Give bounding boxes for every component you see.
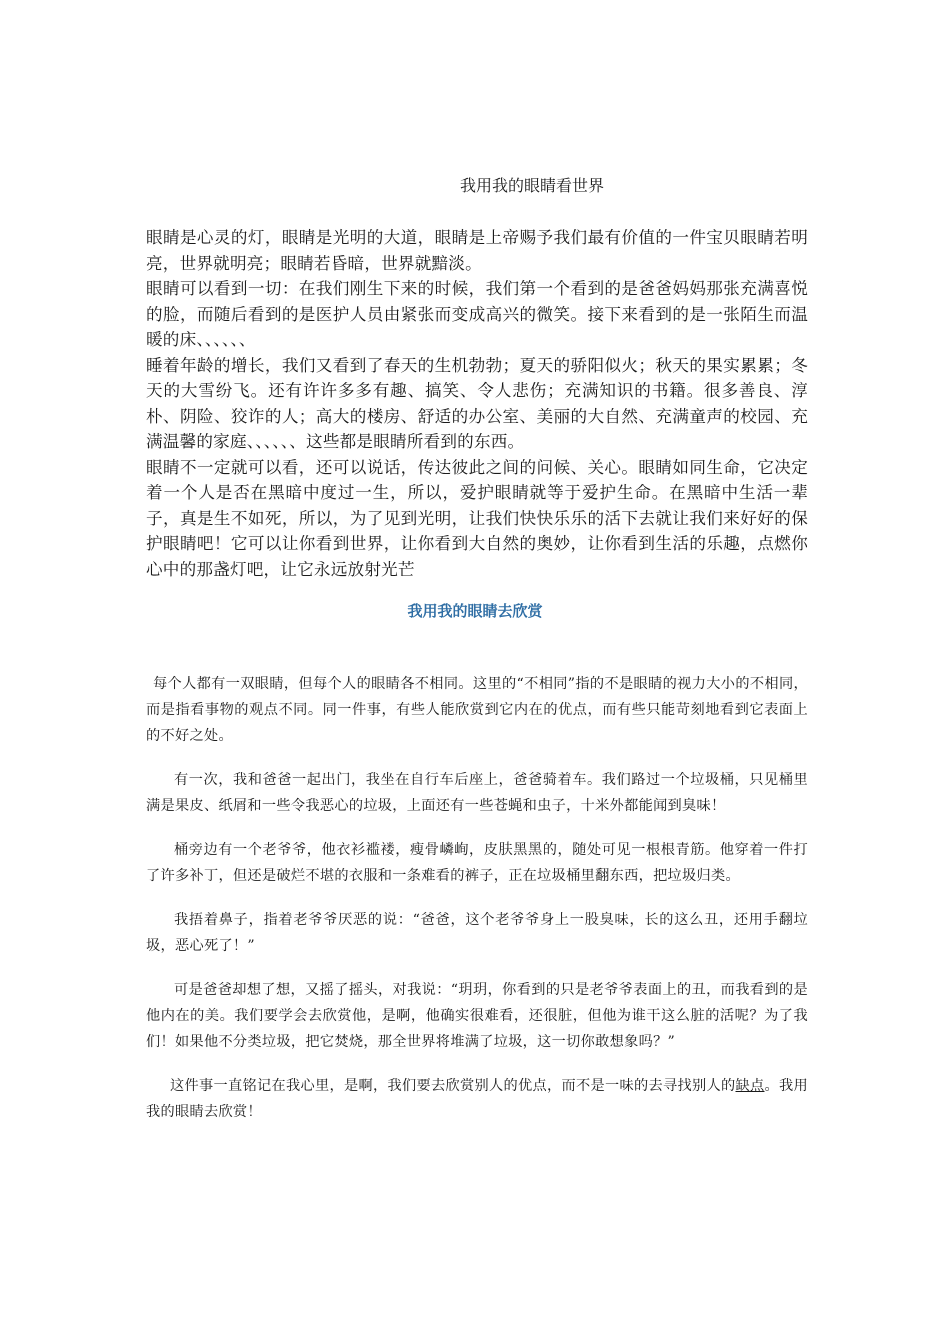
- essay1-title: 我用我的眼睛看世界: [460, 176, 605, 195]
- final-paragraph-tail: 。我用我的眼睛去欣赏！: [146, 1078, 808, 1120]
- essay1-paragraph: 眼睛可以看到一切：在我们刚生下来的时候，我们第一个看到的是爸爸妈妈那张充满喜悦的脸，而随后看到的是医护人员由紧张而变成高兴的微笑。接下来看到的是一张陌生而温暖的床、、、、、、: [146, 279, 808, 349]
- essay2-title: 我用我的眼睛去欣赏: [407, 602, 543, 620]
- final-paragraph-text: 这件事一直铭记在我心里，是啊，我们要去欣赏别人的优点，而不是一味的去寻找别人的: [170, 1078, 736, 1094]
- essay2-body: [146, 671, 808, 1143]
- essay2-final-paragraph: [146, 1073, 808, 1125]
- essay2-paragraph: 桶旁边有一个老爷爷，他衣衫褴褛，瘦骨嶙峋，皮肤黑黑的，随处可见一根根青筋。他穿着一件打了许多补丁，但还是破烂不堪的衣服和一条难看的裤子，正在垃圾桶里翻东西，把垃圾归类。: [146, 842, 808, 884]
- essay2-paragraph: 每个人都有一双眼睛，但每个人的眼睛各不相同。这里的“不相同”指的不是眼睛的视力大小的不相同，而是指看事物的观点不同。同一件事，有些人能欣赏到它内在的优点，而有些只能苛刻地看到它表面上的不好之处。: [146, 676, 808, 744]
- essay2-paragraph: 我捂着鼻子，指着老爷爷厌恶的说：“爸爸，这个老爷爷身上一股臭味，长的这么丑，还用手翻垃圾，恶心死了！”: [146, 912, 808, 954]
- essay1-paragraph: 睡着年龄的增长，我们又看到了春天的生机勃勃；夏天的骄阳似火；秋天的果实累累；冬天的大雪纷飞。还有许许多多有趣、搞笑、令人悲伤；充满知识的书籍。很多善良、淳朴、阴险、狡诈的人；高大的楼房、舒适的办公室、美丽的大自然、充满童声的校园、充满温馨的家庭、、、、、、这些都是眼睛所看到的东西。: [146, 355, 808, 451]
- essay1-body: [146, 225, 808, 582]
- essay2-paragraph: 有一次，我和爸爸一起出门，我坐在自行车后座上，爸爸骑着车。我们路过一个垃圾桶，只见桶里满是果皮、纸屑和一些令我恶心的垃圾，上面还有一些苍蝇和虫子，十米外都能闻到臭味！: [146, 772, 808, 814]
- essay2-paragraph: 可是爸爸却想了想，又摇了摇头，对我说：“玥玥，你看到的只是老爷爷表面上的丑，而我看到的是他内在的美。我们要学会去欣赏他，是啊，他确实很难看，还很脏，但他为谁干这么脏的活呢？为了我们！如果他不分类垃圾，把它焚烧，那全世界将堆满了垃圾，这一切你敢想象吗？”: [146, 982, 808, 1050]
- essay1-paragraph: 眼睛不一定就可以看，还可以说话，传达彼此之间的问候、关心。眼睛如同生命，它决定着一个人是否在黑暗中度过一生，所以，爱护眼睛就等于爱护生命。在黑暗中生活一辈子，真是生不如死，所以，为了见到光明，让我们快快乐乐的活下去就让我们来好好的保护眼睛吧！它可以让你看到世界，让你看到大自然的奥妙，让你看到生活的乐趣，点燃你心中的那盏灯吧，让它永远放射光芒: [146, 457, 808, 579]
- essay1-paragraph: 眼睛是心灵的灯，眼睛是光明的大道，眼睛是上帝赐予我们最有价值的一件宝贝眼睛若明亮，世界就明亮；眼睛若昏暗，世界就黯淡。: [146, 228, 808, 273]
- underlined-word[interactable]: 缺点: [735, 1078, 765, 1094]
